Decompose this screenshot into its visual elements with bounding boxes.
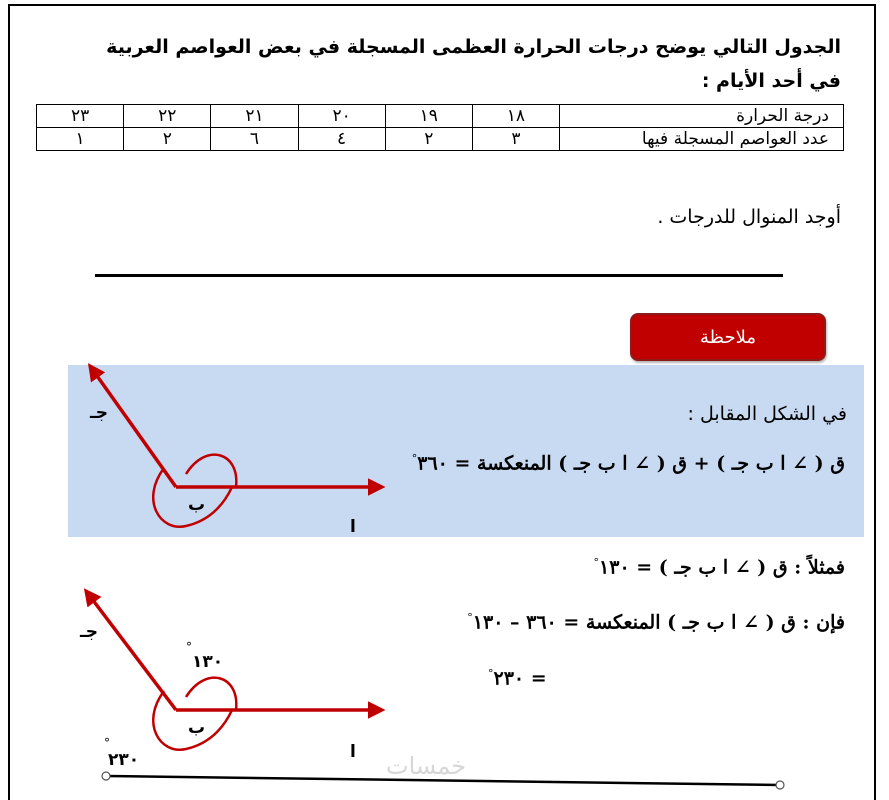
table-cell: ٢ <box>385 128 472 151</box>
table-cell: ٤ <box>298 128 385 151</box>
degree-sign: ° <box>411 452 418 465</box>
table-cell: ٢٣ <box>37 105 124 128</box>
degree-sign: ° <box>467 611 473 624</box>
degree-sign: ° <box>488 667 494 680</box>
label-b: ب <box>188 718 206 738</box>
label-a: ا <box>350 517 356 537</box>
table-cell: ١٨ <box>472 105 559 128</box>
table-row-count <box>37 128 844 151</box>
note-button[interactable]: ملاحظة <box>630 313 826 361</box>
label-angle-130: ١٣٠ <box>192 652 224 672</box>
degree-sign: ° <box>593 556 600 569</box>
question-text: أوجد المنوال للدرجات . <box>657 206 841 228</box>
row-label-temperature: درجة الحرارة <box>560 105 844 128</box>
table-cell: ١٩ <box>385 105 472 128</box>
table-cell: ٦ <box>211 128 298 151</box>
row-label-count: عدد العواصم المسجلة فيها <box>560 128 844 151</box>
figure-caption: في الشكل المقابل : <box>687 403 847 425</box>
angle-figure-2 <box>68 585 408 775</box>
answer-line <box>95 274 783 277</box>
equation-4-text: = ٢٣٠ <box>493 667 547 690</box>
table-cell: ٢١ <box>211 105 298 128</box>
intro-text <box>81 30 841 98</box>
intro-line-2: في أحد الأيام : <box>701 70 841 92</box>
table-row-temperature <box>37 105 844 128</box>
table-cell: ٣ <box>472 128 559 151</box>
label-c: جـ <box>90 403 109 423</box>
label-angle-230: ٢٣٠ <box>108 750 140 770</box>
table-cell: ٢٠ <box>298 105 385 128</box>
intro-line-1: الجدول التالي يوضح درجات الحرارة العظمى المسجلة في بعض العواصم العربية <box>106 36 841 58</box>
equation-1 <box>412 452 845 474</box>
table-cell: ١ <box>37 128 124 151</box>
equation-3 <box>467 611 845 633</box>
equation-4 <box>488 667 547 689</box>
frequency-table <box>36 104 844 151</box>
label-b: ب <box>188 495 206 515</box>
watermark: خمسات <box>386 752 467 780</box>
degree-230: ° <box>104 736 110 750</box>
table-cell: ٢٢ <box>124 105 211 128</box>
label-c: جـ <box>80 622 99 642</box>
inner-angle-arc <box>186 455 236 487</box>
label-a: ا <box>350 742 356 762</box>
table-cell: ٢ <box>124 128 211 151</box>
inner-angle-arc <box>186 678 236 710</box>
equation-2-text: فمثلاً : ق ( ∠ ا ب جـ ) = ١٣٠ <box>599 556 845 579</box>
equation-1-text: ق ( ∠ ا ب جـ ) + ق ( ∠ ا ب جـ ) المنعكسة = ٣٦٠ <box>417 452 845 475</box>
degree-130: ° <box>186 640 192 654</box>
equation-2 <box>594 556 845 578</box>
angle-figure-1 <box>68 360 408 540</box>
equation-3-text: فإن : ق ( ∠ ا ب جـ ) المنعكسة = ٣٦٠ – ١٣٠ <box>472 611 845 634</box>
